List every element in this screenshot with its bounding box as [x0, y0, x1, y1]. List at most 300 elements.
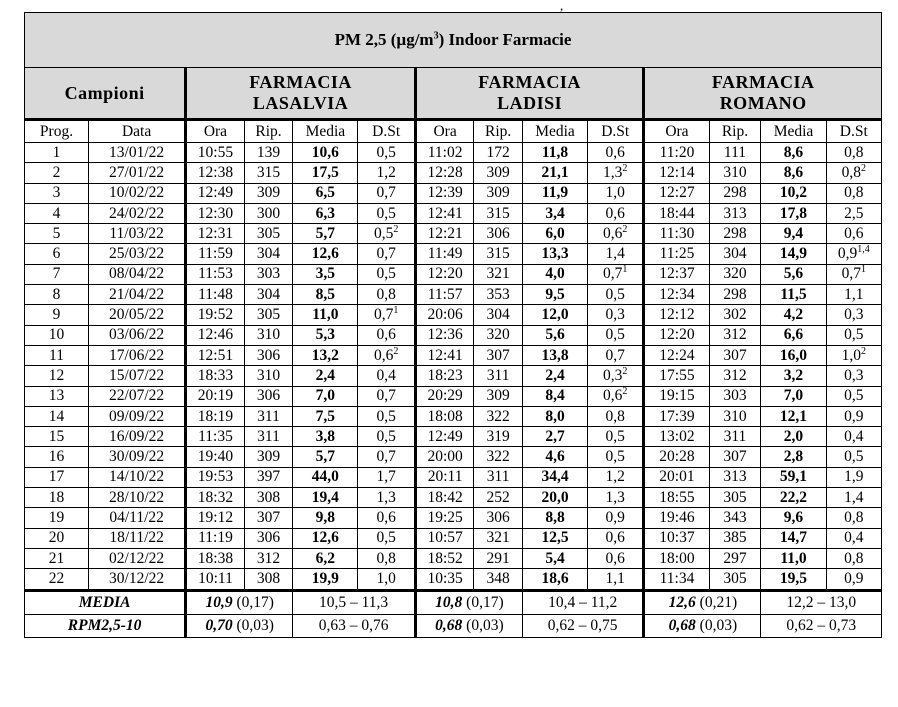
dst-value: 1,3 — [605, 488, 625, 506]
summary-mean: 12,6 — [668, 593, 696, 611]
dst-value: 0,3 — [603, 366, 623, 384]
dst-value: 0,9 — [837, 245, 858, 263]
dst-cell — [588, 264, 644, 284]
ora-cell: 10:37 — [644, 528, 709, 548]
dst-cell — [826, 447, 881, 467]
dst-cell — [588, 366, 644, 386]
media-cell: 19,9 — [293, 569, 358, 590]
dst-value: 0,5 — [605, 427, 625, 445]
dst-cell — [358, 427, 415, 447]
media-cell: 7,0 — [293, 386, 358, 406]
table-row — [25, 366, 882, 386]
ora-cell: 11:25 — [644, 244, 709, 264]
dst-value: 0,5 — [376, 407, 396, 425]
media-cell: 6,5 — [293, 183, 358, 203]
dst-value: 1,2 — [376, 163, 396, 181]
ora-cell: 19:52 — [186, 305, 245, 325]
summary-se: (0,03) — [236, 616, 274, 634]
summary-range: 10,4 – 11,2 — [522, 590, 643, 614]
media-cell: 6,2 — [293, 548, 358, 568]
rip-cell: 310 — [709, 406, 761, 426]
dst-value: 0,6 — [605, 204, 625, 222]
rip-cell: 306 — [474, 508, 523, 528]
media-cell: 10,2 — [761, 183, 826, 203]
dst-value: 1,2 — [605, 468, 625, 486]
col-header-rip: Rip. — [474, 120, 523, 143]
ora-cell: 18:44 — [644, 203, 709, 223]
dst-cell — [358, 406, 415, 426]
prog-cell: 11 — [25, 345, 89, 365]
col-header-media: Media — [761, 120, 826, 143]
ora-cell: 18:19 — [186, 406, 245, 426]
dst-note: 2 — [622, 365, 628, 377]
rip-cell: 302 — [709, 305, 761, 325]
table-row — [25, 488, 882, 508]
dst-cell — [358, 366, 415, 386]
col-header-media: Media — [293, 120, 358, 143]
prog-cell: 16 — [25, 447, 89, 467]
ora-cell: 18:23 — [415, 366, 474, 386]
table-row — [25, 224, 882, 244]
dst-note: 2 — [393, 345, 399, 357]
col-header-media: Media — [522, 120, 587, 143]
prog-cell: 6 — [25, 244, 89, 264]
media-cell: 19,5 — [761, 569, 826, 590]
dst-value: 0,6 — [605, 549, 625, 567]
ora-cell: 20:00 — [415, 447, 474, 467]
table-row — [25, 325, 882, 345]
dst-value: 0,8 — [376, 285, 396, 303]
ora-cell: 11:49 — [415, 244, 474, 264]
ora-cell: 20:06 — [415, 305, 474, 325]
dst-note: 2 — [860, 162, 866, 174]
summary-range: 0,62 – 0,75 — [522, 614, 643, 637]
summary-value — [415, 590, 522, 614]
rip-cell: 306 — [244, 345, 293, 365]
rip-cell: 312 — [244, 548, 293, 568]
dst-value: 0,6 — [605, 143, 625, 161]
dst-value: 0,5 — [376, 265, 396, 283]
col-header-rip: Rip. — [244, 120, 293, 143]
ora-cell: 17:39 — [644, 406, 709, 426]
ora-cell: 19:12 — [186, 508, 245, 528]
dst-value: 1,0 — [605, 184, 625, 202]
dst-value: 1,4 — [844, 488, 864, 506]
dst-cell — [826, 569, 881, 590]
table-row — [25, 508, 882, 528]
ora-cell: 18:42 — [415, 488, 474, 508]
date-cell: 16/09/22 — [89, 427, 186, 447]
rip-cell: 321 — [474, 264, 523, 284]
rip-cell: 321 — [474, 528, 523, 548]
dst-cell — [588, 569, 644, 590]
dst-value: 0,3 — [844, 306, 864, 324]
media-cell: 9,6 — [761, 508, 826, 528]
dst-cell — [358, 285, 415, 305]
rip-cell: 353 — [474, 285, 523, 305]
date-cell: 27/01/22 — [89, 163, 186, 183]
dst-value: 1,0 — [841, 346, 861, 364]
media-cell: 6,0 — [522, 224, 587, 244]
dst-note: 2 — [393, 223, 399, 235]
summary-value — [644, 614, 761, 637]
ora-cell: 10:11 — [186, 569, 245, 590]
date-cell: 14/10/22 — [89, 467, 186, 487]
dst-value: 0,5 — [376, 143, 396, 161]
rip-cell: 310 — [709, 163, 761, 183]
rip-cell: 306 — [244, 386, 293, 406]
dst-cell — [588, 244, 644, 264]
dst-cell — [826, 325, 881, 345]
table-row — [25, 548, 882, 568]
dst-value: 0,8 — [376, 549, 396, 567]
ora-cell: 12:14 — [644, 163, 709, 183]
ora-cell: 19:15 — [644, 386, 709, 406]
media-cell: 3,8 — [293, 427, 358, 447]
dst-value: 0,3 — [844, 366, 864, 384]
ora-cell: 11:34 — [644, 569, 709, 590]
ora-cell: 19:25 — [415, 508, 474, 528]
media-cell: 4,6 — [522, 447, 587, 467]
rip-cell: 315 — [474, 244, 523, 264]
dst-value: 0,7 — [603, 265, 623, 283]
rip-cell: 305 — [244, 224, 293, 244]
rip-cell: 315 — [244, 163, 293, 183]
summary-se: (0,17) — [236, 593, 274, 611]
ora-cell: 18:33 — [186, 366, 245, 386]
date-cell: 15/07/22 — [89, 366, 186, 386]
table-container — [24, 0, 882, 638]
summary-mean: 0,68 — [668, 616, 696, 634]
rip-cell: 305 — [244, 305, 293, 325]
ora-cell: 12:30 — [186, 203, 245, 223]
date-cell: 30/09/22 — [89, 447, 186, 467]
rip-cell: 311 — [244, 427, 293, 447]
dst-note: 2 — [622, 223, 628, 235]
ora-cell: 10:35 — [415, 569, 474, 590]
ora-cell: 12:38 — [186, 163, 245, 183]
rip-cell: 291 — [474, 548, 523, 568]
date-cell: 13/01/22 — [89, 143, 186, 163]
table-row — [25, 467, 882, 487]
table-row — [25, 183, 882, 203]
summary-value — [186, 614, 293, 637]
summary-label: MEDIA — [25, 590, 186, 614]
table-row — [25, 447, 882, 467]
summary-range: 0,63 – 0,76 — [293, 614, 416, 637]
table-title: PM 2,5 $(\mu g/m^3)$ Indoor Farmacie — [25, 13, 882, 68]
rip-cell: 307 — [709, 345, 761, 365]
media-cell: 8,0 — [522, 406, 587, 426]
prog-cell: 21 — [25, 548, 89, 568]
ora-cell: 12:21 — [415, 224, 474, 244]
media-cell: 5,7 — [293, 447, 358, 467]
media-cell: 59,1 — [761, 467, 826, 487]
date-cell: 25/03/22 — [89, 244, 186, 264]
media-cell: 8,6 — [761, 163, 826, 183]
pm25-table — [24, 12, 882, 638]
summary-mean: 0,70 — [205, 616, 233, 634]
dst-value: 0,8 — [605, 407, 625, 425]
prog-cell: 9 — [25, 305, 89, 325]
col-header-prog: Prog. — [25, 120, 89, 143]
table-row — [25, 305, 882, 325]
col-header-dst: D.St — [588, 120, 644, 143]
dst-cell — [826, 285, 881, 305]
ora-cell: 19:40 — [186, 447, 245, 467]
media-cell: 4,2 — [761, 305, 826, 325]
date-cell: 11/03/22 — [89, 224, 186, 244]
ora-cell: 12:27 — [644, 183, 709, 203]
rip-cell: 309 — [474, 183, 523, 203]
rip-cell: 309 — [244, 447, 293, 467]
dst-note: 2 — [622, 386, 628, 398]
dst-cell — [358, 163, 415, 183]
ora-cell: 12:51 — [186, 345, 245, 365]
dst-cell — [358, 244, 415, 264]
prog-cell: 14 — [25, 406, 89, 426]
ora-cell: 18:32 — [186, 488, 245, 508]
summary-value — [415, 614, 522, 637]
rip-cell: 139 — [244, 143, 293, 163]
ora-cell: 12:41 — [415, 203, 474, 223]
media-cell: 12,6 — [293, 244, 358, 264]
ora-cell: 11:48 — [186, 285, 245, 305]
dst-cell — [826, 508, 881, 528]
table-row — [25, 406, 882, 426]
group-header-lasalvia: FARMACIA LASALVIA — [186, 68, 416, 120]
ora-cell: 20:01 — [644, 467, 709, 487]
dst-cell — [826, 548, 881, 568]
summary-value — [644, 590, 761, 614]
dst-cell — [826, 264, 881, 284]
dst-value: 0,4 — [376, 366, 396, 384]
dst-note: 2 — [622, 162, 628, 174]
media-cell: 4,0 — [522, 264, 587, 284]
summary-se: (0,03) — [466, 616, 504, 634]
col-header-dst: D.St — [358, 120, 415, 143]
dst-cell — [588, 163, 644, 183]
dst-value: 1,1 — [605, 569, 625, 587]
media-cell: 5,7 — [293, 224, 358, 244]
rip-cell: 308 — [244, 488, 293, 508]
dst-value: 1,1 — [844, 285, 864, 303]
ora-cell: 18:38 — [186, 548, 245, 568]
media-cell: 3,2 — [761, 366, 826, 386]
dst-cell — [588, 508, 644, 528]
top-fragment: , — [560, 0, 564, 13]
media-cell: 21,1 — [522, 163, 587, 183]
media-cell: 12,5 — [522, 528, 587, 548]
ora-cell: 12:39 — [415, 183, 474, 203]
table-row — [25, 427, 882, 447]
media-cell: 6,6 — [761, 325, 826, 345]
date-cell: 24/02/22 — [89, 203, 186, 223]
ora-cell: 12:34 — [644, 285, 709, 305]
dst-value: 1,0 — [376, 569, 396, 587]
rip-cell: 306 — [244, 528, 293, 548]
dst-cell — [358, 224, 415, 244]
dst-cell — [588, 386, 644, 406]
ora-cell: 12:46 — [186, 325, 245, 345]
summary-value — [186, 590, 293, 614]
date-cell: 22/07/22 — [89, 386, 186, 406]
ora-cell: 12:36 — [415, 325, 474, 345]
dst-value: 0,7 — [376, 184, 396, 202]
prog-cell: 19 — [25, 508, 89, 528]
ora-cell: 12:24 — [644, 345, 709, 365]
campioni-header: Campioni — [25, 68, 186, 120]
rip-cell: 310 — [244, 325, 293, 345]
date-cell: 02/12/22 — [89, 548, 186, 568]
rip-cell: 307 — [474, 345, 523, 365]
dst-value: 0,6 — [603, 224, 623, 242]
rip-cell: 320 — [474, 325, 523, 345]
rip-cell: 111 — [709, 143, 761, 163]
summary-mean: 10,8 — [435, 593, 463, 611]
group-header-romano: FARMACIA ROMANO — [644, 68, 882, 120]
dst-value: 0,9 — [844, 407, 864, 425]
dst-cell — [588, 305, 644, 325]
table-row — [25, 264, 882, 284]
media-cell: 8,8 — [522, 508, 587, 528]
media-cell: 7,0 — [761, 386, 826, 406]
summary-label: RPM2,5-10 — [25, 614, 186, 637]
ora-cell: 10:57 — [415, 528, 474, 548]
media-cell: 2,7 — [522, 427, 587, 447]
dst-value: 1,9 — [844, 468, 864, 486]
dst-cell — [826, 427, 881, 447]
ora-cell: 11:53 — [186, 264, 245, 284]
prog-cell: 17 — [25, 467, 89, 487]
media-cell: 5,3 — [293, 325, 358, 345]
rip-cell: 304 — [244, 285, 293, 305]
rip-cell: 311 — [709, 427, 761, 447]
dst-cell — [588, 467, 644, 487]
dst-cell — [588, 224, 644, 244]
dst-value: 1,4 — [605, 245, 625, 263]
rip-cell: 252 — [474, 488, 523, 508]
date-cell: 28/10/22 — [89, 488, 186, 508]
date-cell: 20/05/22 — [89, 305, 186, 325]
dst-value: 0,6 — [605, 529, 625, 547]
rip-cell: 312 — [709, 366, 761, 386]
col-header-data: Data — [89, 120, 186, 143]
dst-note: 2 — [860, 345, 866, 357]
rip-cell: 319 — [474, 427, 523, 447]
date-cell: 08/04/22 — [89, 264, 186, 284]
media-cell: 12,0 — [522, 305, 587, 325]
media-cell: 16,0 — [761, 345, 826, 365]
dst-value: 0,8 — [844, 549, 864, 567]
media-cell: 17,8 — [761, 203, 826, 223]
dst-cell — [588, 406, 644, 426]
dst-cell — [826, 203, 881, 223]
summary-mean: 10,9 — [205, 593, 233, 611]
rip-cell: 303 — [709, 386, 761, 406]
rip-cell: 310 — [244, 366, 293, 386]
ora-cell: 11:20 — [644, 143, 709, 163]
dst-cell — [826, 345, 881, 365]
group-header-ladisi: FARMACIA LADISI — [415, 68, 644, 120]
dst-cell — [358, 447, 415, 467]
dst-cell — [826, 386, 881, 406]
col-header-ora: Ora — [415, 120, 474, 143]
summary-mean: 0,68 — [435, 616, 463, 634]
ora-cell: 12:49 — [186, 183, 245, 203]
media-cell: 11,9 — [522, 183, 587, 203]
dst-value: 0,7 — [376, 448, 396, 466]
dst-cell — [358, 345, 415, 365]
dst-value: 0,5 — [844, 448, 864, 466]
rip-cell: 343 — [709, 508, 761, 528]
table-row — [25, 203, 882, 223]
ora-cell: 18:00 — [644, 548, 709, 568]
dst-cell — [826, 224, 881, 244]
dst-value: 0,9 — [844, 569, 864, 587]
dst-value: 0,7 — [373, 306, 394, 324]
media-cell: 13,8 — [522, 345, 587, 365]
ora-cell: 12:20 — [644, 325, 709, 345]
media-cell: 5,6 — [522, 325, 587, 345]
rip-cell: 298 — [709, 285, 761, 305]
ora-cell: 12:31 — [186, 224, 245, 244]
dst-cell — [358, 508, 415, 528]
col-header-dst: D.St — [826, 120, 881, 143]
ora-cell: 13:02 — [644, 427, 709, 447]
dst-cell — [358, 305, 415, 325]
table-row — [25, 569, 882, 590]
rip-cell: 311 — [474, 366, 523, 386]
ora-cell: 12:41 — [415, 345, 474, 365]
date-cell: 03/06/22 — [89, 325, 186, 345]
rip-cell: 348 — [474, 569, 523, 590]
date-cell: 09/09/22 — [89, 406, 186, 426]
dst-value: 0,5 — [844, 326, 864, 344]
dst-cell — [588, 203, 644, 223]
rip-cell: 300 — [244, 203, 293, 223]
prog-cell: 20 — [25, 528, 89, 548]
dst-value: 0,8 — [841, 163, 861, 181]
rip-cell: 309 — [244, 183, 293, 203]
dst-cell — [358, 528, 415, 548]
rip-cell: 298 — [709, 183, 761, 203]
media-cell: 20,0 — [522, 488, 587, 508]
ora-cell: 20:19 — [186, 386, 245, 406]
dst-cell — [588, 548, 644, 568]
col-header-ora: Ora — [644, 120, 709, 143]
dst-cell — [588, 345, 644, 365]
rip-cell: 313 — [709, 467, 761, 487]
rip-cell: 313 — [709, 203, 761, 223]
ora-cell: 18:08 — [415, 406, 474, 426]
ora-cell: 12:20 — [415, 264, 474, 284]
table-row — [25, 163, 882, 183]
dst-value: 0,9 — [605, 508, 625, 526]
table-row — [25, 386, 882, 406]
rip-cell: 307 — [709, 447, 761, 467]
media-cell: 11,5 — [761, 285, 826, 305]
ora-cell: 18:52 — [415, 548, 474, 568]
media-cell: 11,0 — [293, 305, 358, 325]
dst-cell — [826, 488, 881, 508]
ora-cell: 11:19 — [186, 528, 245, 548]
ora-cell: 11:02 — [415, 143, 474, 163]
rip-cell: 172 — [474, 143, 523, 163]
col-header-ora: Ora — [186, 120, 245, 143]
prog-cell: 7 — [25, 264, 89, 284]
media-cell: 9,4 — [761, 224, 826, 244]
